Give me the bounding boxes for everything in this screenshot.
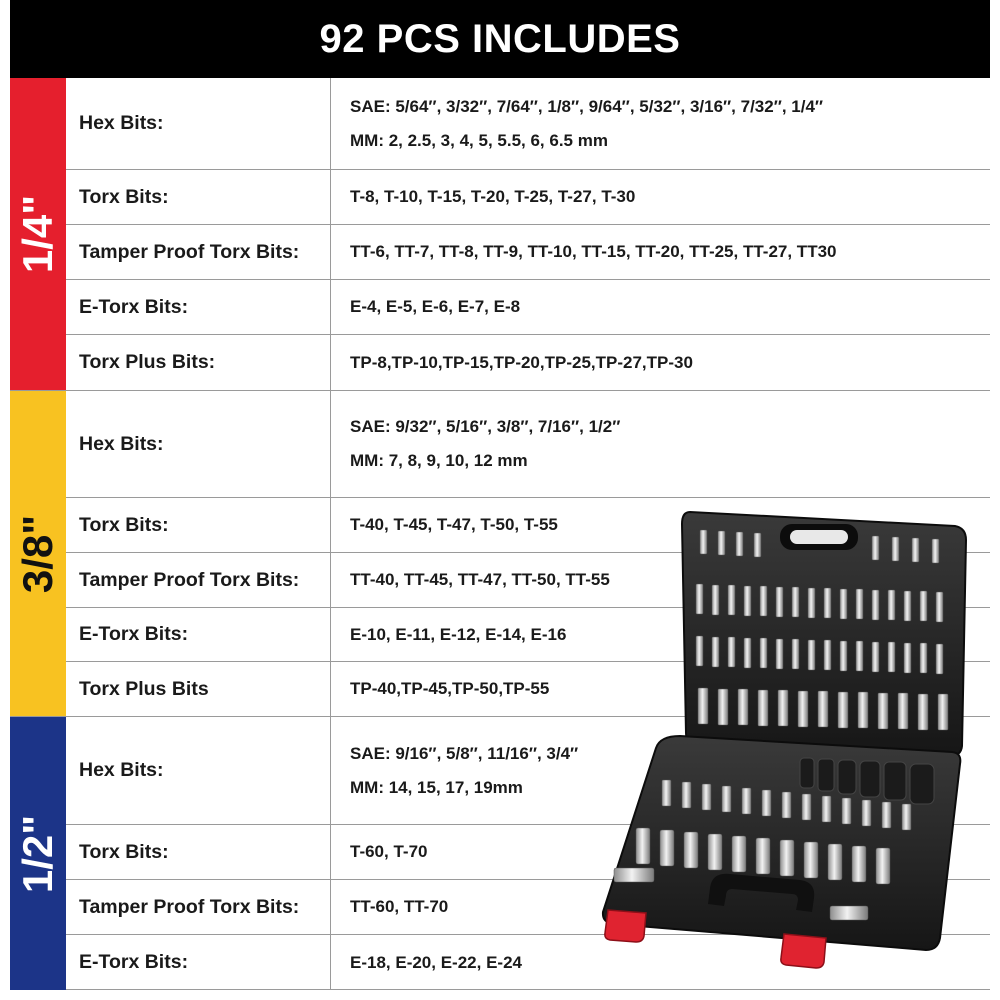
row-value	[332, 280, 990, 334]
row-value	[332, 335, 990, 390]
size-label: 3/8"	[14, 514, 61, 593]
row-label: Hex Bits:	[66, 78, 331, 169]
row-label: Tamper Proof Torx Bits:	[66, 553, 331, 607]
value-line: SAE: 9/32″, 5/16″, 3/8″, 7/16″, 1/2″	[350, 417, 621, 436]
value-line: TP-8,TP-10,TP-15,TP-20,TP-25,TP-27,TP-30	[350, 352, 693, 372]
value-line: MM: 7, 8, 9, 10, 12 mm	[350, 451, 528, 470]
value-line: T-40, T-45, T-47, T-50, T-55	[350, 515, 558, 534]
row-label: Tamper Proof Torx Bits:	[66, 880, 331, 934]
table-row	[66, 225, 990, 280]
row-value	[332, 391, 990, 497]
row-label: Hex Bits:	[66, 717, 331, 824]
value-line: E-18, E-20, E-22, E-24	[350, 952, 522, 972]
value-line: TT-40, TT-45, TT-47, TT-50, TT-55	[350, 570, 610, 589]
size-label: 1/2"	[14, 814, 61, 893]
row-label: Torx Bits:	[66, 825, 331, 879]
value-line: T-8, T-10, T-15, T-20, T-25, T-27, T-30	[350, 187, 636, 206]
value-line: E-4, E-5, E-6, E-7, E-8	[350, 297, 521, 316]
table-row	[66, 280, 990, 335]
value-line: SAE: 9/16″, 5/8″, 11/16″, 3/4″	[350, 743, 579, 763]
value-line: TP-40,TP-45,TP-50,TP-55	[350, 679, 550, 698]
row-value	[332, 170, 990, 224]
table-row	[66, 391, 990, 498]
size-label: 1/4"	[14, 194, 61, 274]
page-title: 92 PCS INCLUDES	[10, 0, 990, 78]
row-value	[332, 225, 990, 279]
value-line: T-60, T-70	[350, 842, 428, 861]
size-band-quarter-inch	[10, 78, 66, 390]
table-row	[66, 78, 990, 170]
value-line: MM: 2, 2.5, 3, 4, 5, 5.5, 6, 6.5 mm	[350, 130, 608, 150]
row-label: Tamper Proof Torx Bits:	[66, 225, 331, 279]
group-quarter-inch	[10, 78, 990, 390]
row-label: E-Torx Bits:	[66, 608, 331, 661]
value-line: TT-60, TT-70	[350, 897, 449, 916]
row-label: E-Torx Bits:	[66, 280, 331, 334]
value-line: TT-6, TT-7, TT-8, TT-9, TT-10, TT-15, TT-20, TT-25, TT-27, TT30	[350, 242, 837, 261]
size-band-three-eighths-inch	[10, 391, 66, 716]
row-label: E-Torx Bits:	[66, 935, 331, 990]
row-label: Hex Bits:	[66, 391, 331, 497]
row-value	[332, 78, 990, 169]
tool-case-image	[600, 508, 970, 978]
value-line: MM: 14, 15, 17, 19mm	[350, 777, 523, 797]
row-label: Torx Bits:	[66, 498, 331, 552]
value-line: SAE: 5/64″, 3/32″, 7/64″, 1/8″, 9/64″, 5/32″, 3/16″, 7/32″, 1/4″	[350, 96, 824, 116]
size-band-half-inch	[10, 717, 66, 990]
row-label: Torx Plus Bits:	[66, 335, 331, 390]
table-row	[66, 335, 990, 390]
value-line: E-10, E-11, E-12, E-14, E-16	[350, 624, 567, 644]
table-row	[66, 170, 990, 225]
row-label: Torx Plus Bits	[66, 662, 331, 716]
row-label: Torx Bits:	[66, 170, 331, 224]
